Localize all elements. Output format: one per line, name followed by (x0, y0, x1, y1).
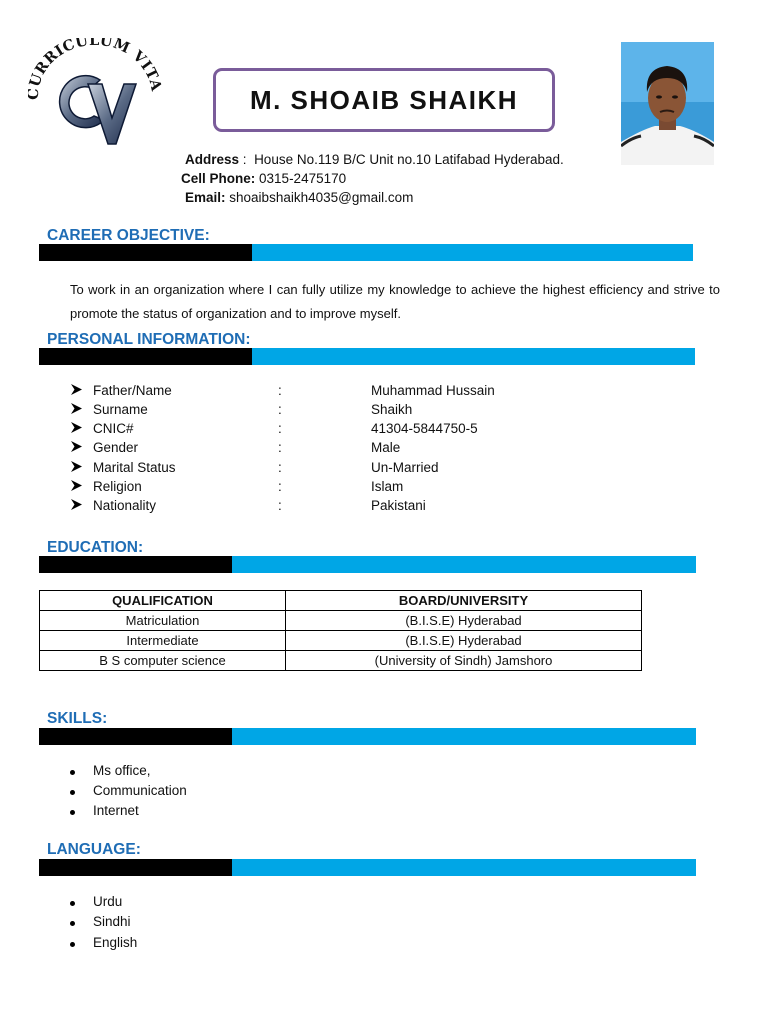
personal-row-nationality (70, 498, 630, 517)
table-cell: Intermediate (40, 631, 286, 651)
bullet-dot-icon (70, 901, 75, 906)
email-value: shoaibshaikh4035@gmail.com (229, 190, 414, 205)
personal-separator: : (278, 498, 282, 513)
email-label: Email: (185, 190, 226, 205)
skill-text: Internet (93, 803, 139, 818)
section-title-skills: SKILLS: (47, 710, 108, 727)
skill-text: Ms office, (93, 763, 151, 778)
language-text: Urdu (93, 894, 123, 909)
language-text: English (93, 935, 138, 950)
personal-row-religion (70, 479, 630, 498)
education-table (39, 590, 642, 671)
table-cell: (University of Sindh) Jamshoro (286, 651, 642, 671)
personal-row-father (70, 383, 630, 402)
section-bar-language (39, 859, 696, 876)
profile-photo (621, 42, 714, 165)
personal-row-cnic (70, 421, 630, 440)
arrow-bullet-icon (70, 460, 86, 476)
personal-separator: : (278, 402, 282, 417)
language-text: Sindhi (93, 914, 131, 929)
email-line (185, 190, 413, 206)
table-header-qualification: QUALIFICATION (40, 591, 286, 611)
section-title-language: LANGUAGE: (47, 841, 141, 858)
arrow-bullet-icon (70, 479, 86, 495)
career-objective-text: To work in an organization where I can fully utilize my knowledge to achieve the highest efficiency and strive to promote the status of organization and to improve myself. (70, 282, 720, 321)
logo-arc-text: URRICULUM VIT (28, 38, 162, 90)
arrow-bullet-icon (70, 440, 86, 456)
personal-label: Nationality (93, 498, 157, 513)
personal-label: CNIC# (93, 421, 134, 436)
phone-label: Cell Phone: (181, 171, 256, 186)
personal-label: Marital Status (93, 460, 176, 475)
personal-label: Surname (93, 402, 148, 417)
candidate-name: M. SHOAIB SHAIKH (249, 84, 519, 115)
bullet-dot-icon (70, 770, 75, 775)
section-title-career: CAREER OBJECTIVE: (47, 227, 210, 244)
skill-text: Communication (93, 783, 187, 798)
section-bar-personal (39, 348, 695, 365)
personal-label: Religion (93, 479, 142, 494)
phone-value: 0315-2475170 (259, 171, 347, 186)
personal-separator: : (278, 421, 282, 436)
address-line (185, 152, 564, 168)
personal-separator: : (278, 479, 282, 494)
table-row (40, 611, 642, 631)
arrow-bullet-icon (70, 421, 86, 437)
personal-separator: : (278, 460, 282, 475)
arrow-bullet-icon (70, 383, 86, 399)
personal-value: Muhammad Hussain (371, 383, 495, 398)
personal-row-marital (70, 460, 630, 479)
personal-value: Islam (371, 479, 404, 494)
table-cell: (B.I.S.E) Hyderabad (286, 611, 642, 631)
section-bar-education (39, 556, 696, 573)
arrow-bullet-icon (70, 402, 86, 418)
personal-value: Shaikh (371, 402, 413, 417)
table-cell: Matriculation (40, 611, 286, 631)
table-header-row (40, 591, 642, 611)
bullet-dot-icon (70, 942, 75, 947)
section-bar-career (39, 244, 693, 261)
section-title-personal: PERSONAL INFORMATION: (47, 331, 251, 348)
cv-logo (28, 38, 162, 150)
table-header-board: BOARD/UNIVERSITY (286, 591, 642, 611)
bullet-dot-icon (70, 921, 75, 926)
address-separator: : (239, 152, 247, 167)
section-title-education: EDUCATION: (47, 539, 144, 556)
personal-row-surname (70, 402, 630, 421)
name-box (213, 68, 555, 132)
personal-value: 41304-5844750-5 (371, 421, 478, 436)
arrow-bullet-icon (70, 498, 86, 514)
personal-value: Male (371, 440, 401, 455)
personal-value: Pakistani (371, 498, 426, 513)
personal-value: Un-Married (371, 460, 439, 475)
address-label: Address (185, 152, 240, 167)
personal-row-gender (70, 440, 630, 459)
personal-separator: : (278, 440, 282, 455)
section-bar-skills (39, 728, 696, 745)
bullet-dot-icon (70, 790, 75, 795)
table-cell: (B.I.S.E) Hyderabad (286, 631, 642, 651)
address-value: House No.119 B/C Unit no.10 Latifabad Hyderabad. (254, 152, 564, 167)
table-cell: B S computer science (40, 651, 286, 671)
personal-separator: : (278, 383, 282, 398)
table-row (40, 631, 642, 651)
bullet-dot-icon (70, 810, 75, 815)
table-row (40, 651, 642, 671)
phone-line (181, 171, 346, 187)
personal-label: Gender (93, 440, 139, 455)
personal-label: Father/Name (93, 383, 172, 398)
